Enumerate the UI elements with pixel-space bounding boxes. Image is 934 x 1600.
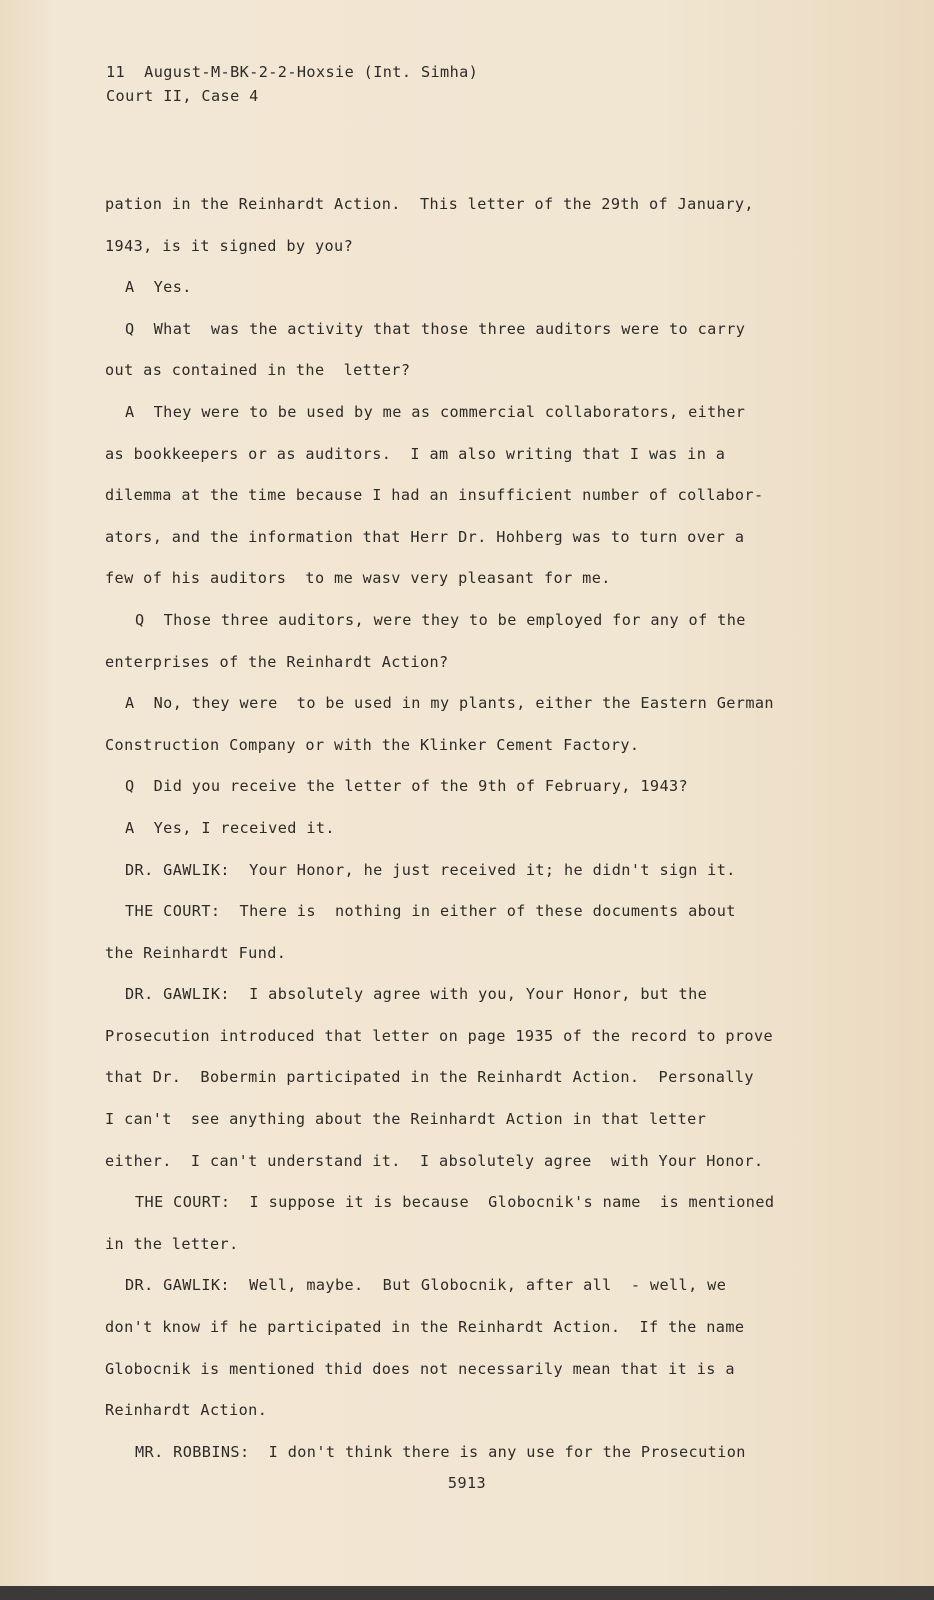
transcript-body	[105, 184, 825, 1473]
transcript-line: pation in the Reinhardt Action. This letter of the 29th of January,	[105, 195, 754, 213]
transcript-line: the Reinhardt Fund.	[105, 943, 287, 962]
transcript-line: THE COURT: I suppose it is because Globocnik's name is mentioned	[135, 1193, 775, 1212]
header-line-2: Court II, Case 4	[106, 87, 259, 105]
transcript-line: Globocnik is mentioned thid does not necessarily mean that it is a	[105, 1359, 735, 1378]
transcript-line: dilemma at the time because I had an insufficient number of collabor-	[105, 486, 764, 505]
transcript-line: DR. GAWLIK: Well, maybe. But Globocnik, after all - well, we	[125, 1276, 727, 1295]
transcript-line: DR. GAWLIK: I absolutely agree with you, Your Honor, but the	[125, 985, 708, 1004]
header-line-1: 11 August-M-BK-2-2-Hoxsie (Int. Simha)	[106, 63, 479, 81]
transcript-line: as bookkeepers or as auditors. I am also writing that I was in a	[105, 444, 726, 463]
transcript-line: Q Did you receive the letter of the 9th of February, 1943?	[125, 777, 689, 796]
scan-edge	[0, 1586, 934, 1600]
transcript-line: A Yes.	[125, 278, 192, 297]
page-number: 5913	[447, 1474, 487, 1492]
transcript-line: A Yes, I received it.	[125, 818, 335, 837]
transcript-line: out as contained in the letter?	[105, 361, 411, 380]
transcript-line: Q Those three auditors, were they to be employed for any of the	[135, 610, 746, 629]
transcript-line: Reinhardt Action.	[105, 1401, 268, 1420]
transcript-line: Prosecution introduced that letter on page 1935 of the record to prove	[105, 1026, 774, 1045]
document-header	[106, 60, 478, 108]
transcript-line: MR. ROBBINS: I don't think there is any use for the Prosecution	[135, 1442, 746, 1461]
transcript-line: THE COURT: There is nothing in either of these documents about	[125, 902, 736, 921]
transcript-line: A No, they were to be used in my plants, either the Eastern German	[125, 694, 774, 713]
transcript-line: A They were to be used by me as commercial collaborators, either	[125, 402, 746, 421]
transcript-line: Construction Company or with the Klinker Cement Factory.	[105, 735, 640, 754]
transcript-line: Q What was the activity that those three auditors were to carry	[125, 319, 746, 338]
transcript-line: ators, and the information that Herr Dr. Hohberg was to turn over a	[105, 527, 745, 546]
transcript-line: 1943, is it signed by you?	[105, 236, 354, 255]
transcript-line: I can't see anything about the Reinhardt Action in that letter	[105, 1110, 707, 1129]
transcript-line: in the letter.	[105, 1234, 239, 1253]
transcript-line: few of his auditors to me wasv very pleasant for me.	[105, 569, 611, 588]
transcript-line: DR. GAWLIK: Your Honor, he just received it; he didn't sign it.	[125, 860, 736, 879]
transcript-line: don't know if he participated in the Reinhardt Action. If the name	[105, 1318, 745, 1337]
transcript-line: enterprises of the Reinhardt Action?	[105, 652, 449, 671]
transcript-line: that Dr. Bobermin participated in the Reinhardt Action. Personally	[105, 1068, 754, 1087]
transcript-line: either. I can't understand it. I absolutely agree with Your Honor.	[105, 1151, 764, 1170]
